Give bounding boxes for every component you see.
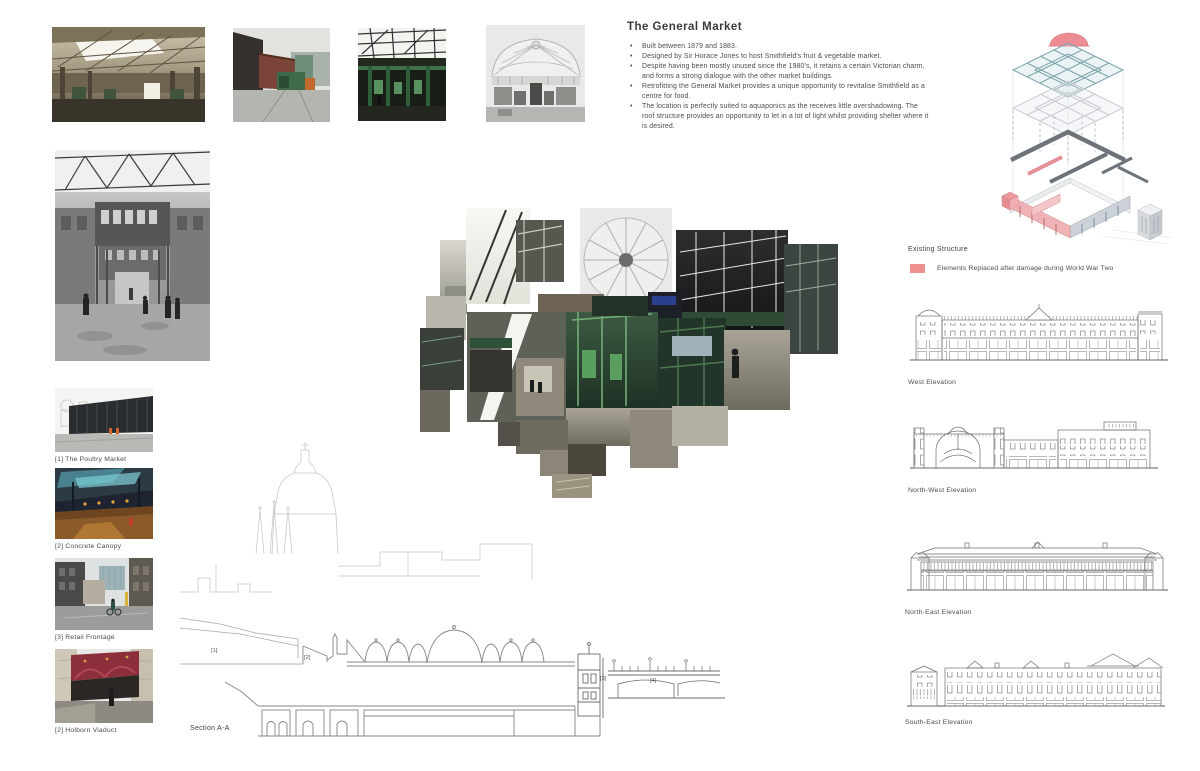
intro-bullet: • The location is perfectly suited to aquaponics as the receives little overshadowing. The roof structure provides an opportunity to let in a lot of light whilst providing shelter where it is desired. xyxy=(627,102,929,132)
section-drawing-block xyxy=(180,440,745,742)
caption-concrete-canopy: [2] Concrete Canopy xyxy=(55,543,122,550)
west-elevation-drawing xyxy=(908,296,1170,370)
photo-market-hall-interior xyxy=(52,27,205,122)
elevation-label-north-east: North-East Elevation xyxy=(905,609,972,616)
legend-color-swatch xyxy=(910,264,925,273)
photo-rotunda-dome-interior xyxy=(486,25,585,122)
elevation-block-north-west xyxy=(908,404,1160,494)
photo-retail-frontage xyxy=(55,558,153,630)
section-marker-1: [1] xyxy=(211,648,218,654)
intro-bullet: • Designed by Sir Horace Jones to host Smithfield's fruit & vegetable market. xyxy=(627,52,929,62)
section-a-a-drawing xyxy=(180,440,745,740)
caption-poultry-market: [1] The Poultry Market xyxy=(55,456,127,463)
left-photo-block-holborn-viaduct xyxy=(55,649,155,734)
section-marker-4: [4] xyxy=(650,678,657,684)
existing-structure-label: Existing Structure xyxy=(908,246,968,253)
photo-poultry-market xyxy=(55,388,153,452)
left-photo-block-poultry-market xyxy=(55,388,155,463)
photo-green-columns-interior xyxy=(358,28,446,121)
photo-market-crossing-bw xyxy=(55,150,210,361)
elevation-label-south-east: South-East Elevation xyxy=(905,719,973,726)
caption-holborn-viaduct: [2] Holborn Viaduct xyxy=(55,727,117,734)
section-marker-3: [3] xyxy=(600,676,607,682)
legend-label: Elements Replaced after damage during World War Two xyxy=(937,265,1114,272)
caption-retail-frontage: [3] Retail Frontage xyxy=(55,634,115,641)
photo-holborn-viaduct xyxy=(55,649,153,723)
left-photo-block-concrete-canopy xyxy=(55,468,155,550)
intro-bullet: • Retrofitting the General Market provides a unique opportunity to revitalise Smithfield as a centre for food. xyxy=(627,82,929,102)
intro-bullets xyxy=(627,42,929,132)
elevation-label-west: West Elevation xyxy=(908,379,957,386)
south-east-elevation-drawing xyxy=(905,648,1167,710)
intro-text-block xyxy=(627,21,947,132)
section-marker-2: [2] xyxy=(304,655,311,661)
section-label: Section A-A xyxy=(190,725,230,732)
axon-legend xyxy=(910,264,1113,273)
photo-concrete-canopy xyxy=(55,468,153,539)
page-title: The General Market xyxy=(627,21,743,33)
axonometric-exploded-drawing xyxy=(952,12,1192,244)
elevation-label-north-west: North-West Elevation xyxy=(908,487,977,494)
left-photo-block-retail-frontage xyxy=(55,558,155,641)
photo-market-street-view xyxy=(233,28,330,122)
existing-structure-label-wrap xyxy=(908,246,968,253)
elevation-block-south-east xyxy=(905,648,1167,726)
intro-bullet: • Despite having been mostly unused since the 1980's, it retains a certain Victorian charm, and forms a strong dialogue with the other market buildings. xyxy=(627,62,929,82)
elevation-block-north-east xyxy=(905,538,1170,616)
intro-bullet: • Built between 1879 and 1883. xyxy=(627,42,929,52)
north-west-elevation-drawing xyxy=(908,404,1160,478)
elevation-block-west xyxy=(908,296,1170,386)
north-east-elevation-drawing xyxy=(905,538,1170,596)
